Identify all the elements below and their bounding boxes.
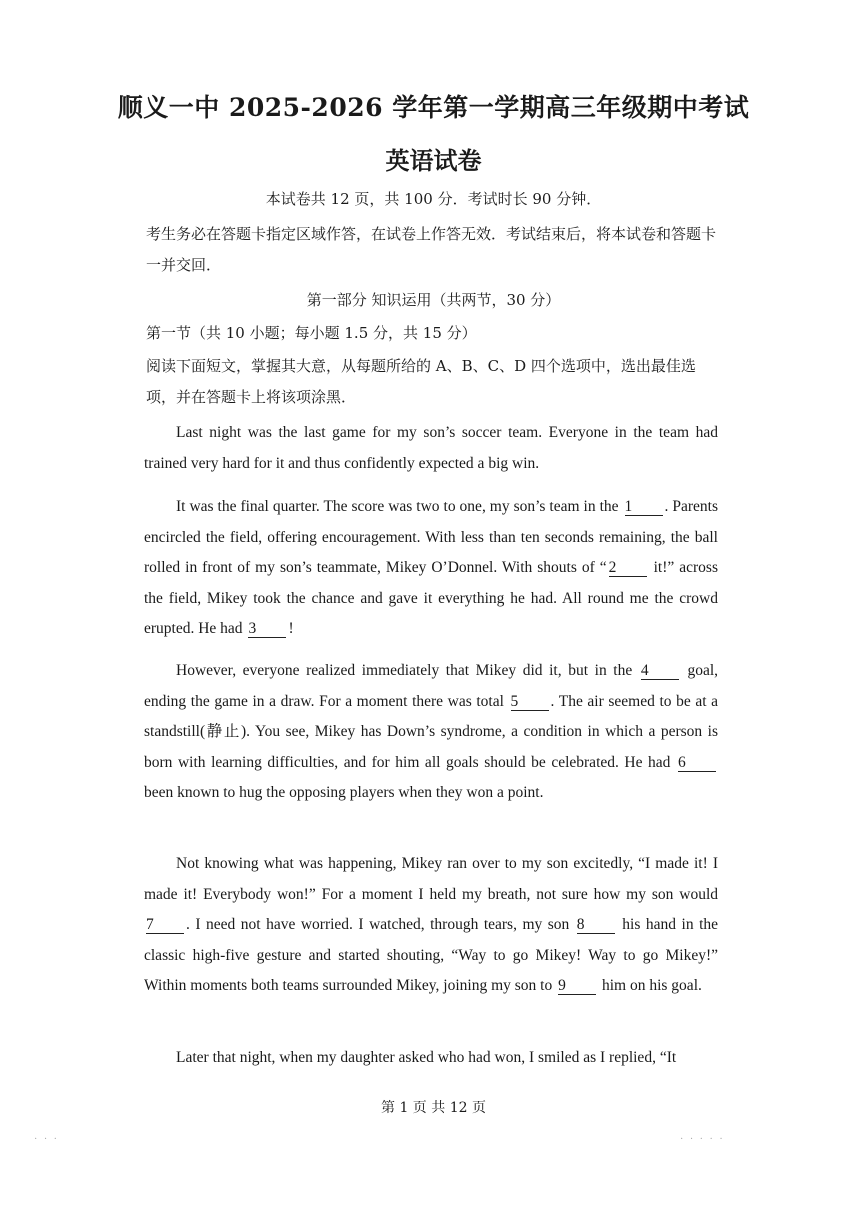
passage-paragraph-4: Not knowing what was happening, Mikey ran over to my son excitedly, “I made it! I made it! Everybody won!” For a moment I held my breath, not sure how my son would 7 . I need not have worried. I watched, through tears, my son 8 his hand in the classic high-five gesture and started shouting, “Way to go Mikey! Way to go Mikey!” Within moments both teams surrounded Mikey, joining my son to 9 him on his goal. bbox=[144, 855, 718, 994]
passage-paragraph-2: It was the final quarter. The score was two to one, my son’s team in the 1 . Parents encircled the field, offering encouragement. With less than ten seconds remaining, the ball rolled in front of my son’s teammate, Mikey O’Donnel. With shouts of “ 2 it!” across the field, Mikey took the chance and gave it everything he had. All round me the crowd erupted. He had 3 ! bbox=[144, 498, 718, 637]
page-number: 第 1 页 共 12 页 bbox=[381, 1100, 486, 1116]
passage-paragraph-3: However, everyone realized immediately that Mikey did it, but in the 4 goal, ending the game in a draw. For a moment there was total 5 . The air seemed to be at a standstill(静止). You see, Mikey has Down’s syndrome, a condition in which a person is born with learning difficulties, and for him all goals should be celebrated. He had 6 been known to hug the opposing players when they won a point. bbox=[144, 662, 719, 801]
blank-1: 1 bbox=[625, 498, 663, 516]
section-directions: 阅读下面短文，掌握其大意，从每题所给的 A、B、C、D 四个选项中，选出最佳选项，并在答题卡上将该项涂黑． bbox=[146, 357, 696, 406]
passage-paragraph-5: Later that night, when my daughter asked who had won, I smiled as I replied, “It bbox=[176, 1049, 677, 1066]
blank-2: 2 bbox=[609, 559, 647, 577]
blank-9: 9 bbox=[558, 977, 596, 995]
exam-note: 考生务必在答题卡指定区域作答，在试卷上作答无效．考试结束后，将本试卷和答题卡一并交回． bbox=[146, 225, 717, 274]
scan-mark-left: · · · bbox=[34, 1134, 59, 1145]
part-title: 第一部分 知识运用（共两节，30 分） bbox=[306, 291, 561, 309]
passage-paragraph-1: Last night was the last game for my son’s soccer team. Everyone in the team had trained very hard for it and thus confidently expected a big win. bbox=[144, 424, 718, 472]
section-title: 第一节（共 10 小题；每小题 1.5 分，共 15 分） bbox=[146, 324, 477, 342]
scan-mark-right: · · · · · bbox=[680, 1134, 725, 1145]
exam-subtitle: 英语试卷 bbox=[385, 146, 482, 175]
exam-title: 顺义一中 2025-2026 学年第一学期高三年级期中考试 bbox=[117, 93, 750, 122]
blank-4: 4 bbox=[641, 662, 679, 680]
blank-3: 3 bbox=[248, 620, 286, 638]
blank-8: 8 bbox=[577, 916, 615, 934]
exam-info: 本试卷共 12 页，共 100 分．考试时长 90 分钟． bbox=[265, 190, 602, 208]
blank-5: 5 bbox=[511, 693, 549, 711]
blank-7: 7 bbox=[146, 916, 184, 934]
blank-6: 6 bbox=[678, 754, 716, 772]
